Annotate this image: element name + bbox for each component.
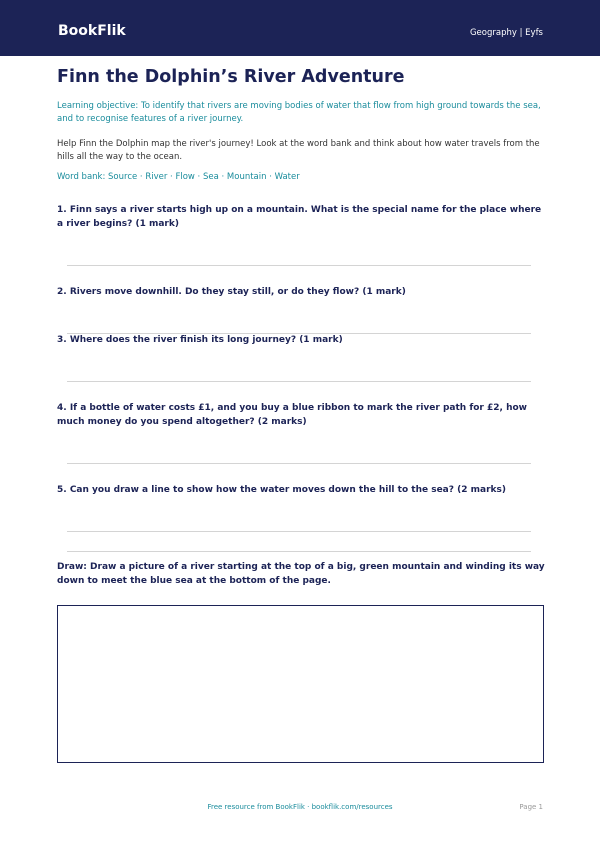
- answer-line[interactable]: [67, 381, 531, 382]
- question-1: 1. Finn says a river starts high up on a mountain. What is the special name for the place where a river begins? (1 mark): [57, 205, 542, 229]
- subject-label: Geography | Eyfs: [469, 28, 543, 38]
- question-4: 4. If a bottle of water costs £1, and you buy a blue ribbon to mark the river path for £2, how much money do you spend altogether? (2 marks): [57, 403, 527, 427]
- draw-prompt: Draw: Draw a picture of a river starting at the top of a big, green mountain and winding its way down to meet the blue sea at the bottom of the page.: [57, 562, 545, 586]
- answer-line[interactable]: [67, 551, 531, 552]
- footer-credit[interactable]: Free resource from BookFlik · bookflik.com/resources: [207, 803, 393, 811]
- answer-line[interactable]: [67, 531, 531, 532]
- question-3: 3. Where does the river finish its long journey? (1 mark): [57, 335, 343, 345]
- page-title: Finn the Dolphin’s River Adventure: [57, 67, 405, 87]
- header-bar: [0, 0, 600, 56]
- drawing-box[interactable]: [57, 605, 544, 763]
- page-number: Page 1: [519, 803, 543, 811]
- intro-text: Help Finn the Dolphin map the river's journey! Look at the word bank and think about how water travels from the hills all the way to the ocean.: [57, 139, 540, 162]
- brand-logo[interactable]: BookFlik: [58, 23, 126, 39]
- question-5: 5. Can you draw a line to show how the water moves down the hill to the sea? (2 marks): [57, 485, 506, 495]
- word-bank: Word bank: Source · River · Flow · Sea · Mountain · Water: [57, 172, 300, 182]
- answer-line[interactable]: [67, 265, 531, 266]
- answer-line[interactable]: [67, 463, 531, 464]
- question-2: 2. Rivers move downhill. Do they stay still, or do they flow? (1 mark): [57, 287, 406, 297]
- learning-objective: Learning objective: To identify that rivers are moving bodies of water that flow from high ground towards the sea, and to recognise features of a river journey.: [57, 101, 541, 124]
